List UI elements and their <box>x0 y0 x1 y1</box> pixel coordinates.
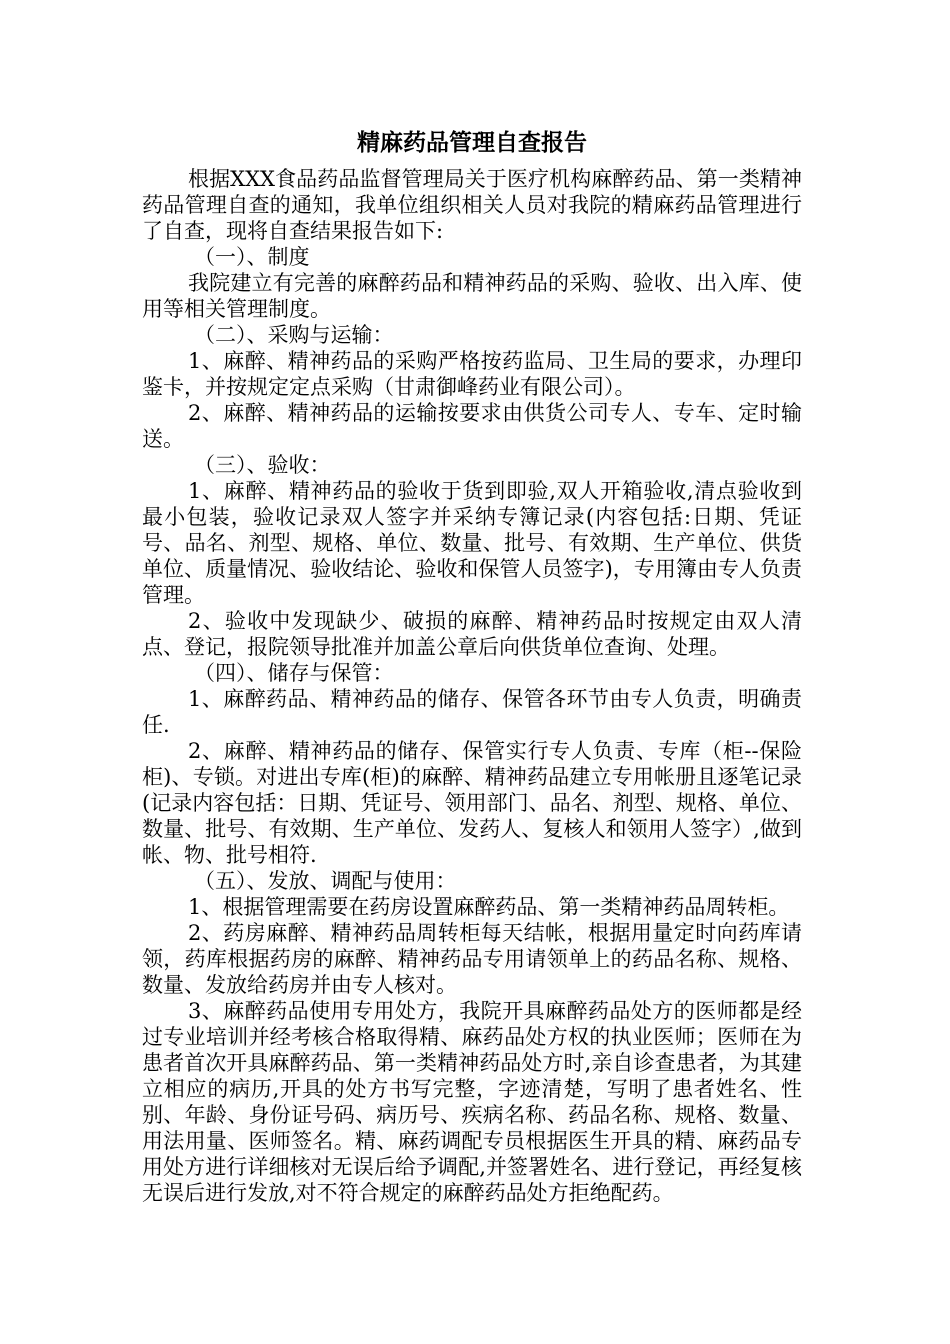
paragraph: 3、麻醉药品使用专用处方，我院开具麻醉药品处方的医师都是经过专业培训并经考核合格取得精、麻药品处方权的执业医师；医师在为患者首次开具麻醉药品、第一类精神药品处方时,亲自诊查患者，为其建立相应的病历,开具的处方书写完整，字迹清楚，写明了患者姓名、性别、年龄、身份证号码、病历号、疾病名称、药品名称、规格、数量、用法用量、医师签名。精、麻药调配专员根据医生开具的精、麻药品专用处方进行详细核对无误后给予调配,并签署姓名、进行登记，再经复核无误后进行发放,对不符合规定的麻醉药品处方拒绝配药。 <box>142 999 802 1205</box>
paragraph: 根据XXX食品药品监督管理局关于医疗机构麻醉药品、第一类精神药品管理自查的通知，我单位组织相关人员对我院的精麻药品管理进行了自查，现将自查结果报告如下: <box>142 167 802 243</box>
section-heading: （四）、储存与保管： <box>194 661 394 685</box>
paragraph: 2、验收中发现缺少、破损的麻醉、精神药品时按规定由双人清点、登记，报院领导批准并加盖公章后向供货单位查询、处理。 <box>142 609 802 659</box>
paragraph: 我院建立有完善的麻醉药品和精神药品的采购、验收、出入库、使用等相关管理制度。 <box>142 271 802 321</box>
paragraph: 2、麻醉、精神药品的运输按要求由供货公司专人、专车、定时输送。 <box>142 401 802 451</box>
section-heading: （五）、发放、调配与使用： <box>194 869 457 893</box>
section-heading: （一）、制度 <box>194 245 310 269</box>
document-title: 精麻药品管理自查报告 <box>357 130 587 156</box>
paragraph: 2、药房麻醉、精神药品周转柜每天结帐，根据用量定时向药库请领，药库根据药房的麻醉、精神药品专用请领单上的药品名称、规格、数量、发放给药房并由专人核对。 <box>142 921 802 997</box>
document-page <box>142 128 802 1206</box>
paragraph: 1、麻醉、精神药品的验收于货到即验,双人开箱验收,清点验收到最小包装，验收记录双人签字并采纳专簿记录(内容包括:日期、凭证号、品名、剂型、规格、单位、数量、批号、有效期、生产单位、供货单位、质量情况、验收结论、验收和保管人员签字)，专用簿由专人负责管理。 <box>142 479 802 607</box>
paragraph: 1、麻醉药品、精神药品的储存、保管各环节由专人负责，明确责任. <box>142 687 802 737</box>
paragraph: 1、麻醉、精神药品的采购严格按药监局、卫生局的要求，办理印鉴卡，并按规定定点采购（甘肃御峰药业有限公司）。 <box>142 349 802 399</box>
document-body <box>142 166 802 1206</box>
section-heading: （三）、验收： <box>194 453 331 477</box>
paragraph: 1、根据管理需要在药房设置麻醉药品、第一类精神药品周转柜。 <box>188 895 790 919</box>
section-heading: （二）、采购与运输： <box>194 323 394 347</box>
paragraph: 2、麻醉、精神药品的储存、保管实行专人负责、专库（柜--保险柜)、专锁。对进出专库(柜)的麻醉、精神药品建立专用帐册且逐笔记录(记录内容包括：日期、凭证号、领用部门、品名、剂型、规格、单位、数量、批号、有效期、生产单位、发药人、复核人和领用人签字）,做到帐、物、批号相符. <box>142 739 802 867</box>
